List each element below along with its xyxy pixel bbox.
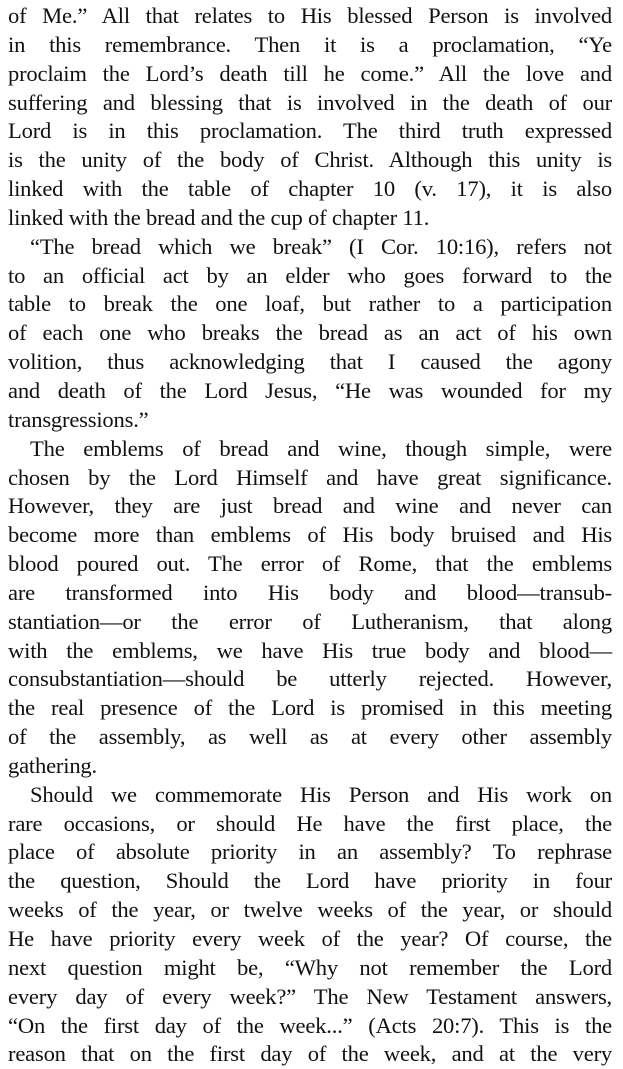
text-line: transgressions.” [8, 406, 149, 432]
text-line: are transformed into His body and blood—transub- [8, 579, 612, 605]
text-line: consubstantiation—should be utterly rejected. However, [8, 666, 612, 692]
text-line: rare occasions, or should He have the first place, the [8, 810, 612, 836]
text-line: in this remembrance. Then it is a proclamation, “Ye [8, 31, 612, 57]
text-line: is the unity of the body of Christ. Although this unity is [8, 147, 612, 173]
text-line: of the assembly, as well as at every other assembly [8, 724, 612, 750]
text-line: become more than emblems of His body bruised and His [8, 522, 612, 548]
text-line: linked with the bread and the cup of chapter 11. [8, 204, 430, 230]
text-line: Should we commemorate His Person and His work on [30, 781, 612, 807]
text-line: the question, Should the Lord have priority in four [8, 868, 612, 894]
text-line: blood poured out. The error of Rome, that the emblems [8, 551, 612, 577]
text-line: next question might be, “Why not remember the Lord [8, 954, 612, 980]
text-line: linked with the table of chapter 10 (v. 17), it is also [8, 176, 612, 202]
paragraph [8, 2, 612, 233]
text-line: “The bread which we break” (I Cor. 10:16), refers not [30, 233, 612, 259]
text-line: table to break the one loaf, but rather to a participation [8, 291, 612, 317]
text-line: weeks of the year, or twelve weeks of the year, or should [8, 897, 612, 923]
text-line: of Me.” All that relates to His blessed Person is involved [8, 3, 612, 28]
text-line: The emblems of bread and wine, though simple, were [30, 435, 612, 461]
text-line: However, they are just bread and wine and never can [8, 493, 612, 519]
paragraph [8, 435, 612, 781]
text-line: “On the first day of the week...” (Acts 20:7). This is the [8, 1012, 612, 1038]
text-line: gathering. [8, 752, 97, 778]
text-line: with the emblems, we have His true body and blood— [8, 637, 612, 663]
paragraph [8, 233, 612, 435]
text-line: every day of every week?” The New Testament answers, [8, 983, 612, 1009]
text-line: and death of the Lord Jesus, “He was wounded for my [8, 377, 612, 403]
text-line: proclaim the Lord’s death till he come.” All the love and [8, 60, 612, 86]
text-line: reason that on the first day of the week, and at the very [8, 1041, 612, 1067]
text-line: the real presence of the Lord is promised in this meeting [8, 695, 612, 721]
document-page [8, 2, 612, 1069]
text-line: chosen by the Lord Himself and have great significance. [8, 464, 612, 490]
text-line: suffering and blessing that is involved in the death of our [8, 89, 612, 115]
text-line: to an official act by an elder who goes forward to the [8, 262, 612, 288]
text-line: volition, thus acknowledging that I caused the agony [8, 349, 612, 375]
text-line: place of absolute priority in an assembly? To rephrase [8, 839, 612, 865]
text-line: of each one who breaks the bread as an act of his own [8, 320, 612, 346]
text-line: He have priority every week of the year? Of course, the [8, 926, 612, 951]
text-line: stantiation—or the error of Lutheranism, that along [8, 608, 612, 634]
paragraph [8, 781, 612, 1069]
text-line: Lord is in this proclamation. The third truth expressed [8, 118, 612, 144]
